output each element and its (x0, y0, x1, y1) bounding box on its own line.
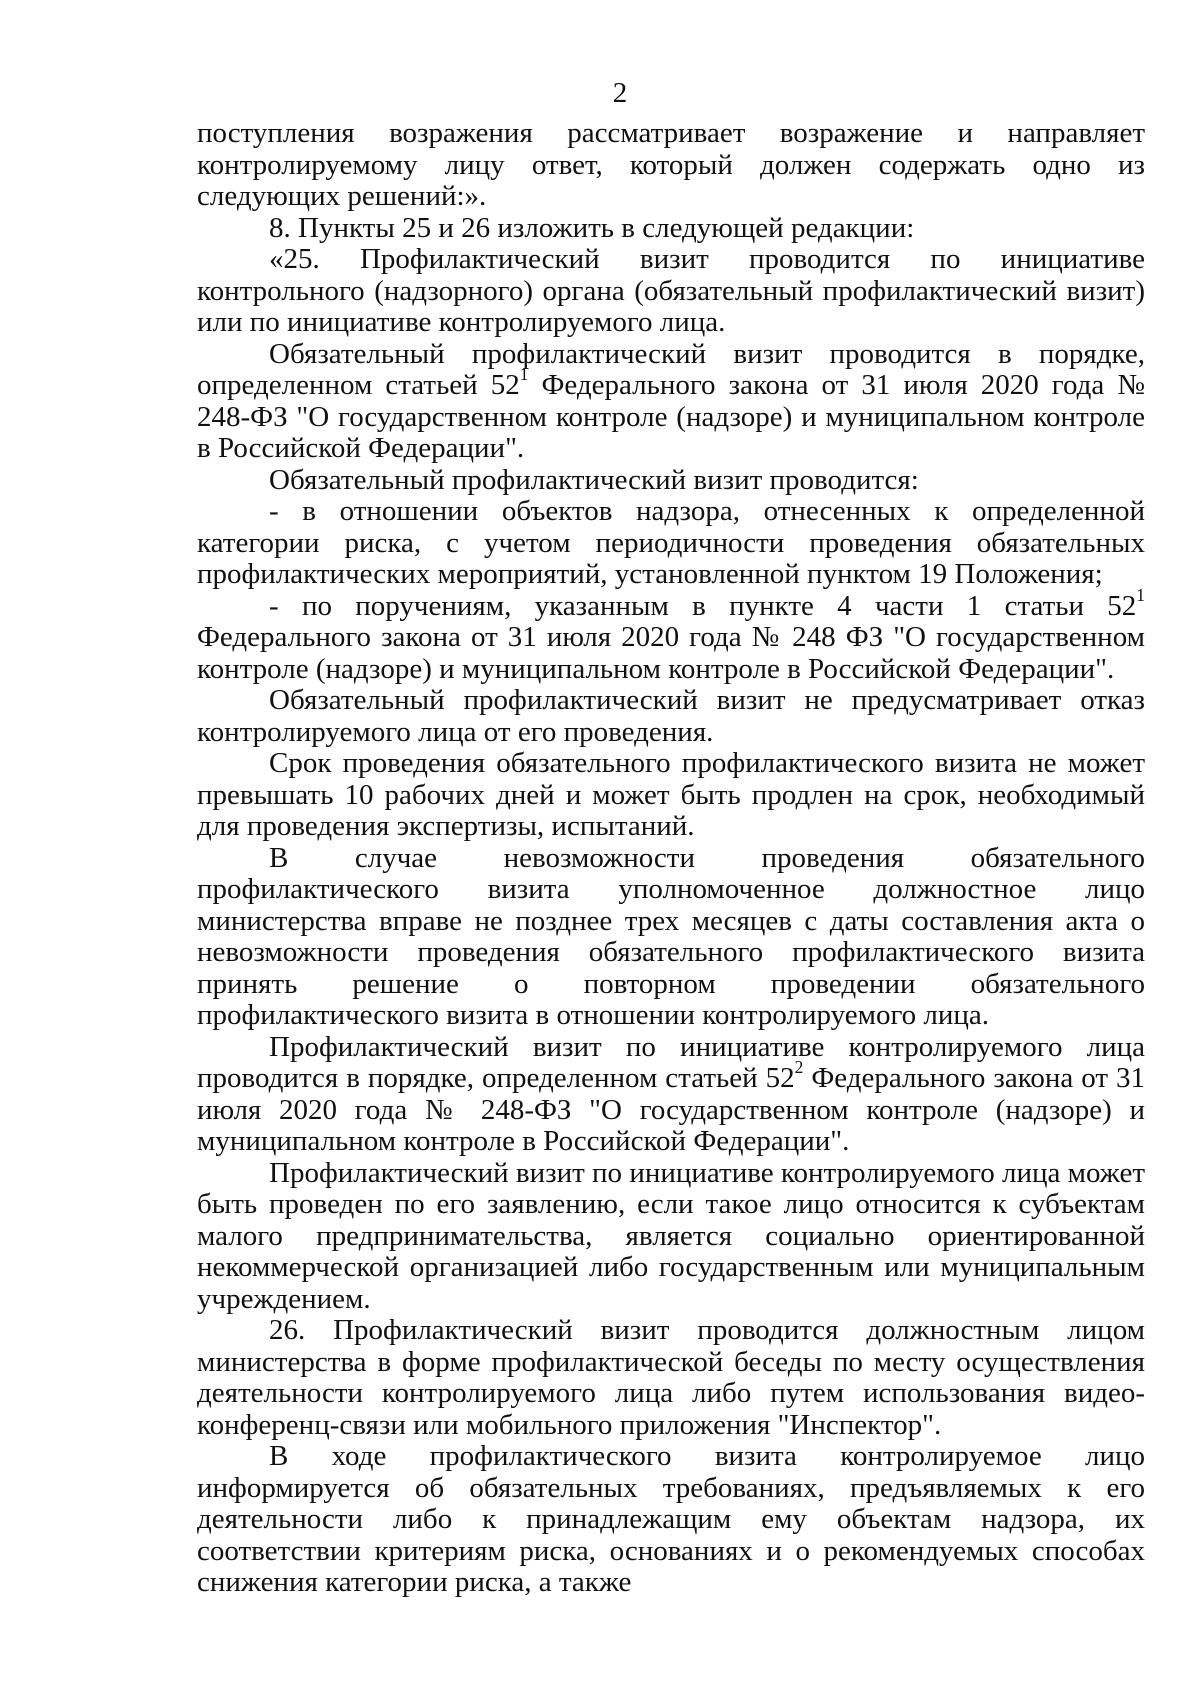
document-body (197, 118, 1145, 1599)
text-segment: Профилактический визит по инициативе контролируемого лица проводится в порядке, определенном статьей 52 (197, 1030, 1145, 1094)
paragraph-clause-25: «25. Профилактический визит проводится по инициативе контрольного (надзорного) органа (обязательный профилактический визит) или по инициативе контролируемого лица. (197, 243, 1145, 338)
text-segment: Обязательный профилактический визит проводится в порядке, определенном статьей 52 (197, 337, 1145, 401)
list-item-risk-category: - в отношении объектов надзора, отнесенных к определенной категории риска, с учетом периодичности проведения обязательных профилактических мероприятий, установленной пунктом 19 Положения; (197, 495, 1145, 590)
page-number: 2 (612, 77, 628, 109)
paragraph-visit-information: В ходе профилактического визита контролируемое лицо информируется об обязательных требованиях, предъявляемых к его деятельности либо к принадлежащим ему объектам надзора, их соответствии критериям риска, основаниях и о рекомендуемых способах снижения категории риска, а также (197, 1440, 1145, 1598)
paragraph-continuation: поступления возражения рассматривает возражение и направляет контролируемому лицу ответ, который должен содержать одно из следующих решений:». (197, 117, 1145, 212)
paragraph-clause-26: 26. Профилактический визит проводится должностным лицом министерства в форме профилактической беседы по месту осуществления деятельности контролируемого лица либо путем использования видео-конференц-связи или мобильного приложения "Инспектор". (197, 1314, 1145, 1441)
paragraph-amendment-item-8: 8. Пункты 25 и 26 изложить в следующей редакции: (269, 211, 915, 244)
paragraph-initiative-visit-procedure (197, 1032, 1145, 1158)
paragraph-repeat-visit: В случае невозможности проведения обязательного профилактического визита уполномоченное должностное лицо министерства вправе не позднее трех месяцев с даты составления акта о невозможности проведения обязательного профилактического визита принять решение о повторном проведении обязательного профилактического визита в отношении контролируемого лица. (197, 841, 1145, 1031)
text-segment: Федерального закона от 31 июля 2020 года № 248-ФЗ "О государственном контроле (надзоре) и муниципальном контроле в Российской Федерации". (197, 1062, 1145, 1157)
text-segment: Федерального закона от 31 июля 2020 года № 248-ФЗ "О государственном контроле (надзоре) и муниципальном контроле в Российской Федерации". (197, 369, 1145, 464)
superscript: 1 (1136, 584, 1145, 605)
superscript: 1 (519, 364, 529, 385)
paragraph-mandatory-visit-intro: Обязательный профилактический визит проводится: (269, 463, 919, 496)
paragraph-no-refusal: Обязательный профилактический визит не предусматривает отказ контролируемого лица от его проведения. (197, 684, 1145, 748)
paragraph-mandatory-visit-procedure (197, 339, 1145, 465)
text-segment: Федерального закона от 31 июля 2020 года № 248 ФЗ "О государственном контроле (надзоре) и муниципальном контроле в Российской Федерации". (197, 621, 1145, 685)
list-item-instructions (197, 584, 1145, 686)
paragraph-visit-duration: Срок проведения обязательного профилактического визита не может превышать 10 рабочих дней и может быть продлен на срок, необходимый для проведения экспертизы, испытаний. (197, 747, 1145, 842)
text-segment: - по поручениям, указанным в пункте 4 части 1 статьи 52 (269, 589, 1137, 622)
superscript: 2 (794, 1057, 804, 1078)
paragraph-initiative-visit-eligibility: Профилактический визит по инициативе контролируемого лица может быть проведен по его заявлению, если такое лицо относится к субъектам малого предпринимательства, является социально ориентированной некоммерческой организацией либо государственным или муниципальным учреждением. (197, 1156, 1145, 1315)
